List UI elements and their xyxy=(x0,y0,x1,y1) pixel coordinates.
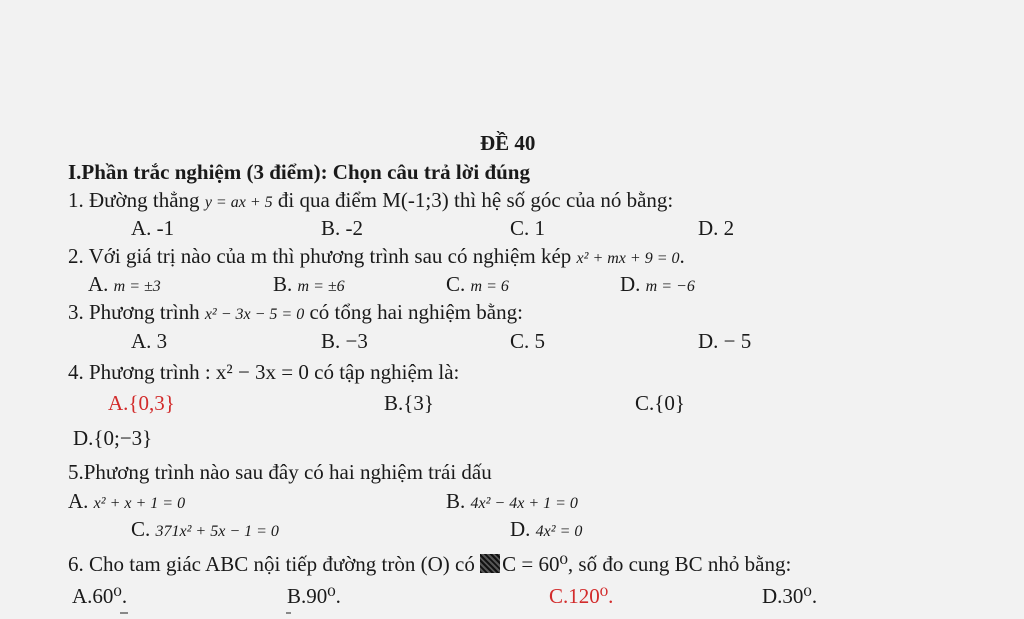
q3-option-a: A. 3 xyxy=(131,329,168,353)
q2-option-a-expr: m = ±3 xyxy=(113,278,161,295)
q2-option-c-label: C. xyxy=(446,272,466,296)
q1-option-c: C. 1 xyxy=(510,216,546,240)
question-5: 5.Phương trình nào sau đây có hai nghiệm trái dấu xyxy=(68,460,492,484)
q3-option-d: D. − 5 xyxy=(698,329,752,353)
question-2 xyxy=(68,246,685,267)
q2-option-a xyxy=(88,274,161,295)
q2-option-c-expr: m = 6 xyxy=(470,278,509,295)
question-1-rest: đi qua điểm M(-1;3) thì hệ số góc của nó bằng: xyxy=(277,188,674,212)
q3-option-b: B. −3 xyxy=(321,329,368,353)
q2-option-b xyxy=(273,274,345,295)
cut-off-text-fragment xyxy=(120,612,128,614)
q5-option-a-expr: x² + x + 1 = 0 xyxy=(93,495,186,512)
q6-option-a: A.60⁰. xyxy=(72,584,128,608)
q4-option-a: A.{0,3} xyxy=(108,391,175,415)
question-3 xyxy=(68,302,523,323)
q5-option-d xyxy=(510,519,582,540)
q3-option-c: C. 5 xyxy=(510,329,546,353)
q1-option-b: B. -2 xyxy=(321,216,363,240)
q2-option-b-label: B. xyxy=(273,272,293,296)
q5-option-a xyxy=(68,491,185,512)
q5-option-c-label: C. xyxy=(131,517,151,541)
question-3-rest: có tổng hai nghiệm bằng: xyxy=(309,300,523,324)
question-3-expression: x² − 3x − 5 = 0 xyxy=(204,306,305,323)
question-6 xyxy=(68,554,791,575)
q2-option-b-expr: m = ±6 xyxy=(297,278,345,295)
question-4-expression: x² − 3x = 0 xyxy=(215,360,309,384)
question-2-stem: 2. Với giá trị nào của m thì phương trình sau có nghiệm kép xyxy=(68,244,572,268)
q4-option-d: D.{0;−3} xyxy=(73,426,153,450)
question-1-expression: y = ax + 5 xyxy=(204,194,273,211)
question-3-stem: 3. Phương trình xyxy=(68,300,200,324)
question-1-stem: 1. Đường thẳng xyxy=(68,188,200,212)
q5-option-c xyxy=(131,519,279,540)
q2-option-a-label: A. xyxy=(88,272,109,296)
q5-option-d-label: D. xyxy=(510,517,531,541)
q5-option-b-label: B. xyxy=(446,489,466,513)
q6-option-c: C.120⁰. xyxy=(549,584,614,608)
q5-option-a-label: A. xyxy=(68,489,89,513)
question-6-stem: 6. Cho tam giác ABC nội tiếp đường tròn (O) có xyxy=(68,552,475,576)
q1-option-a: A. -1 xyxy=(131,216,175,240)
question-6-rest: , số đo cung BC nhỏ bằng: xyxy=(567,552,792,576)
question-4 xyxy=(68,362,459,383)
question-4-stem: 4. Phương trình : xyxy=(68,360,211,384)
q2-option-d-expr: m = −6 xyxy=(645,278,695,295)
question-2-end: . xyxy=(679,244,685,268)
question-6-expression: C = 60⁰ xyxy=(502,552,568,576)
q2-option-c xyxy=(446,274,509,295)
q6-option-b: B.90⁰. xyxy=(287,584,341,608)
cut-off-text-fragment xyxy=(286,612,291,614)
q4-option-c: C.{0} xyxy=(635,391,685,415)
question-2-expression: x² + mx + 9 = 0 xyxy=(576,250,680,267)
q5-option-b xyxy=(446,491,578,512)
q5-option-d-expr: 4x² = 0 xyxy=(535,523,583,540)
exam-title: ĐỀ 40 xyxy=(480,131,536,155)
q2-option-d-label: D. xyxy=(620,272,641,296)
q6-option-d: D.30⁰. xyxy=(762,584,818,608)
broken-angle-glyph-icon xyxy=(480,554,500,573)
q1-option-d: D. 2 xyxy=(698,216,735,240)
q5-option-c-expr: 371x² + 5x − 1 = 0 xyxy=(155,523,279,540)
q5-option-b-expr: 4x² − 4x + 1 = 0 xyxy=(470,495,578,512)
question-4-rest: có tập nghiệm là: xyxy=(314,360,460,384)
q2-option-d xyxy=(620,274,695,295)
question-1 xyxy=(68,190,673,211)
q4-option-b: B.{3} xyxy=(384,391,434,415)
section-heading: I.Phần trắc nghiệm (3 điểm): Chọn câu trả lời đúng xyxy=(68,160,530,184)
